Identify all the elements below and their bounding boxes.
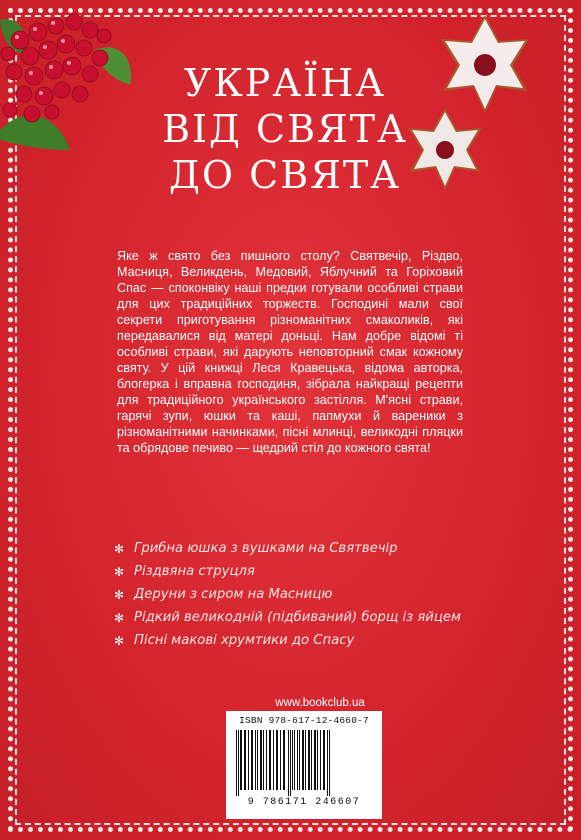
title-line-3: ДО СВЯТА <box>169 153 401 197</box>
recipe-highlights-list <box>112 537 492 652</box>
recipe-highlight: Деруни з сиром на Масницю <box>134 587 333 602</box>
viburnum-berries-illustration <box>0 0 140 160</box>
book-title <box>140 60 430 198</box>
title-line-1: УКРАЇНА <box>183 61 387 105</box>
publisher-website: www.bookclub.ua <box>275 697 365 709</box>
list-item <box>112 606 492 629</box>
flower-bullet-icon: ✻ <box>113 541 125 556</box>
flower-bullet-icon: ✻ <box>113 587 125 602</box>
list-item <box>112 629 492 652</box>
list-item <box>112 583 492 606</box>
recipe-highlight: Різдвяна струцля <box>134 564 255 579</box>
list-item <box>112 537 492 560</box>
isbn-barcode <box>226 711 382 819</box>
recipe-highlight: Рідкий великодній (підбиваний) борщ із яйцем <box>134 610 461 625</box>
title-line-2: ВІД СВЯТА <box>162 107 408 151</box>
book-description: Яке ж свято без пишного столу? Святвечір, Різдво, Масниця, Великдень, Медовий, Яблучний та Горіховий Спас — споконвіку наші предки готували особливі страви для цих традиційних торжеств. Господині мали свої секрети приготування різноманітних смаколиків, які передавалися від матері доньці. Нам добре відомі ті особливі страви, які дарують неповторний смак кожному святу. У цій книжці Леся Кравецька, відома авторка, блогерка і вправна господиня, зібрала найкращі рецепти для традиційного українського застілля. М'ясні страви, гарячі зупи, юшки та каші, папмухи й вареники з різноманітними начинками, пісні млинці, великодні пляцки та обрядове печиво — щедрий стіл до кожного свята! <box>117 249 463 455</box>
recipe-highlight: Пісні макові хрумтики до Спасу <box>134 633 355 648</box>
flower-bullet-icon: ✻ <box>113 610 125 625</box>
recipe-highlight: Грибна юшка з вушками на Святвечір <box>134 541 398 556</box>
barcode-digits: 9 786171 246607 <box>247 797 361 808</box>
isbn-number: ISBN 978-617-12-4660-7 <box>239 715 369 726</box>
barcode-bars <box>232 730 376 796</box>
list-item <box>112 560 492 583</box>
flower-bullet-icon: ✻ <box>113 564 125 579</box>
flower-bullet-icon: ✻ <box>113 633 125 648</box>
